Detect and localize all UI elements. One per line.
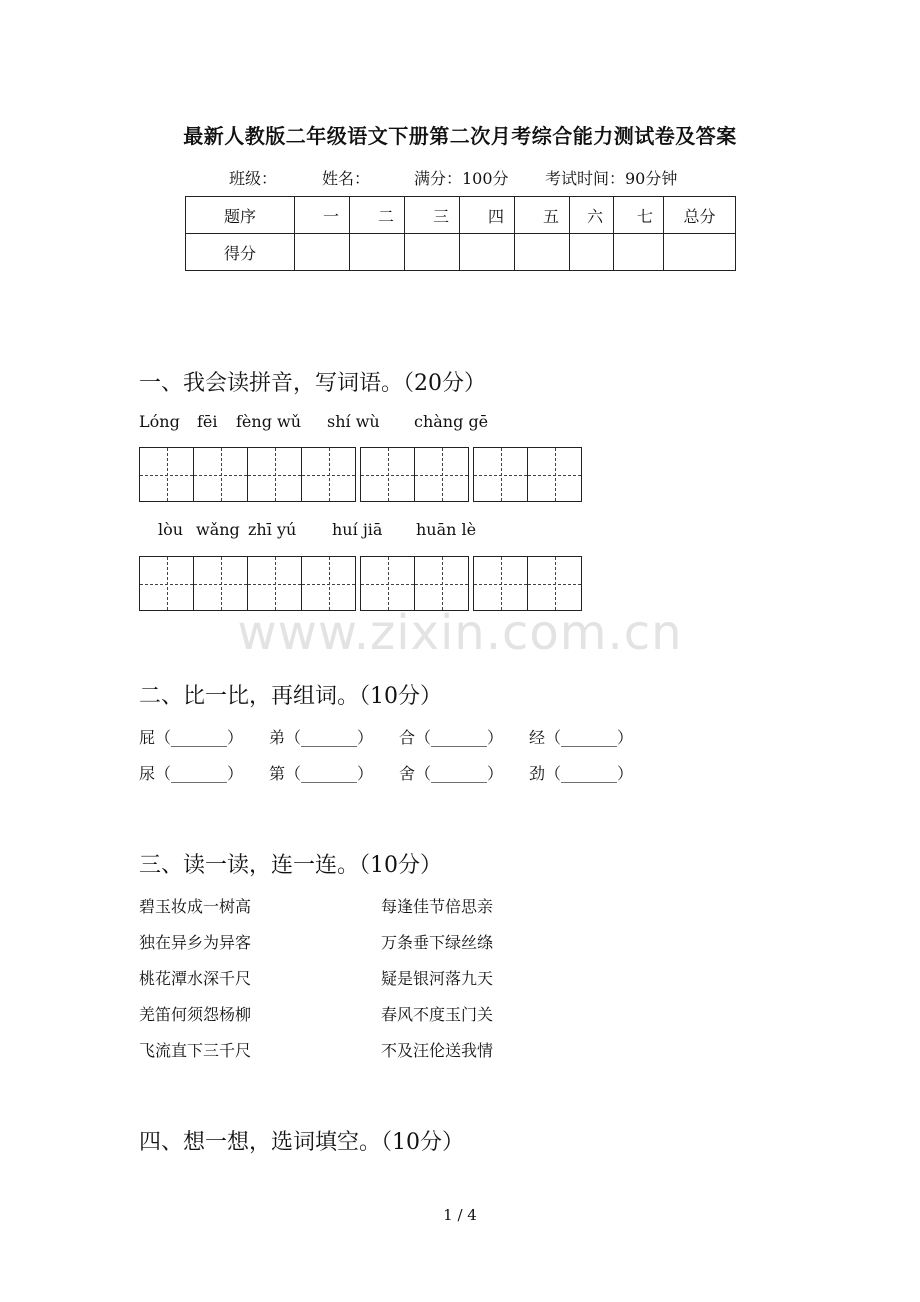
- score-header-cell: 三: [405, 197, 460, 234]
- compare-item: 劲（_______）: [529, 764, 634, 783]
- page-number: 1 / 4: [443, 1206, 477, 1224]
- poem-left-line: 羌笛何须怨杨柳: [139, 1005, 252, 1024]
- score-cell[interactable]: [570, 234, 614, 271]
- poem-right-line: 不及汪伦送我情: [381, 1041, 494, 1060]
- poem-left-line: 飞流直下三千尺: [139, 1041, 252, 1060]
- exam-time: 考试时间：90分钟: [545, 169, 678, 188]
- score-cell[interactable]: [515, 234, 570, 271]
- score-cell[interactable]: [405, 234, 460, 271]
- score-table: [185, 196, 736, 271]
- score-header-cell: 七: [614, 197, 664, 234]
- poem-right-line: 疑是银河落九天: [381, 969, 494, 988]
- writing-grid-group: [360, 447, 469, 502]
- poem-right-line: 春风不度玉门关: [381, 1005, 494, 1024]
- score-cell[interactable]: [460, 234, 515, 271]
- score-header-cell: 二: [350, 197, 405, 234]
- pinyin-item: chàng gē: [414, 412, 489, 431]
- writing-cell[interactable]: [247, 556, 302, 611]
- compare-item: 弟（_______）: [269, 728, 374, 747]
- writing-cell[interactable]: [139, 556, 194, 611]
- section4-heading: 四、想一想，选词填空。（10分）: [139, 1130, 464, 1155]
- writing-grid-row-1: [139, 447, 586, 502]
- pinyin-item: shí wù: [327, 412, 380, 431]
- writing-cell[interactable]: [247, 447, 302, 502]
- writing-cell[interactable]: [414, 556, 469, 611]
- poem-left-line: 桃花潭水深千尺: [139, 969, 252, 988]
- writing-cell[interactable]: [473, 556, 528, 611]
- score-header-cell: 四: [460, 197, 515, 234]
- pinyin-item: Lóng: [139, 412, 180, 431]
- poem-left-line: 碧玉妆成一树高: [139, 897, 252, 916]
- score-header-cell: 五: [515, 197, 570, 234]
- score-header-cell: 总分: [664, 197, 736, 234]
- score-row-label: 得分: [186, 234, 295, 271]
- writing-cell[interactable]: [139, 447, 194, 502]
- compare-item: 经（_______）: [529, 728, 634, 747]
- writing-cell[interactable]: [527, 556, 582, 611]
- compare-item: 屁（_______）: [139, 728, 244, 747]
- score-table-score-row: [186, 234, 736, 271]
- writing-cell[interactable]: [473, 447, 528, 502]
- class-label: 班级：: [229, 169, 278, 188]
- section2-heading: 二、比一比，再组词。（10分）: [139, 684, 442, 709]
- poem-right-line: 每逢佳节倍思亲: [381, 897, 494, 916]
- score-cell[interactable]: [350, 234, 405, 271]
- pinyin-item: lòu: [158, 520, 184, 539]
- score-table-header-row: [186, 197, 736, 234]
- writing-grid-group: [139, 447, 356, 502]
- compare-item: 第（_______）: [269, 764, 374, 783]
- poem-right-line: 万条垂下绿丝绦: [381, 933, 494, 952]
- full-score: 满分：100分: [414, 169, 509, 188]
- score-header-cell: 六: [570, 197, 614, 234]
- compare-item: 尿（_______）: [139, 764, 244, 783]
- writing-cell[interactable]: [360, 447, 415, 502]
- score-cell[interactable]: [614, 234, 664, 271]
- pinyin-item: fèng wǔ: [236, 412, 302, 431]
- score-cell[interactable]: [664, 234, 736, 271]
- pinyin-item: wǎng: [196, 520, 240, 539]
- writing-cell[interactable]: [193, 447, 248, 502]
- writing-grid-group: [473, 447, 582, 502]
- watermark: www.zixin.com.cn: [237, 605, 683, 661]
- document-title: 最新人教版二年级语文下册第二次月考综合能力测试卷及答案: [183, 124, 737, 148]
- section3-heading: 三、读一读，连一连。（10分）: [139, 853, 442, 878]
- writing-cell[interactable]: [301, 556, 356, 611]
- name-label: 姓名：: [322, 169, 371, 188]
- writing-cell[interactable]: [414, 447, 469, 502]
- pinyin-item: zhī yú: [248, 520, 297, 539]
- poem-left-line: 独在异乡为异客: [139, 933, 252, 952]
- score-header-cell: 题序: [186, 197, 295, 234]
- writing-cell[interactable]: [193, 556, 248, 611]
- section1-heading: 一、我会读拼音，写词语。（20分）: [139, 371, 486, 396]
- writing-grid-row-2: [139, 556, 586, 611]
- writing-cell[interactable]: [360, 556, 415, 611]
- score-cell[interactable]: [295, 234, 350, 271]
- pinyin-item: huí jiā: [332, 520, 383, 539]
- writing-cell[interactable]: [301, 447, 356, 502]
- compare-item: 合（_______）: [399, 728, 504, 747]
- writing-cell[interactable]: [527, 447, 582, 502]
- pinyin-item: fēi: [197, 412, 218, 431]
- writing-grid-group: [473, 556, 582, 611]
- writing-grid-group: [139, 556, 356, 611]
- writing-grid-group: [360, 556, 469, 611]
- pinyin-item: huān lè: [416, 520, 477, 539]
- score-header-cell: 一: [295, 197, 350, 234]
- compare-item: 舍（_______）: [399, 764, 504, 783]
